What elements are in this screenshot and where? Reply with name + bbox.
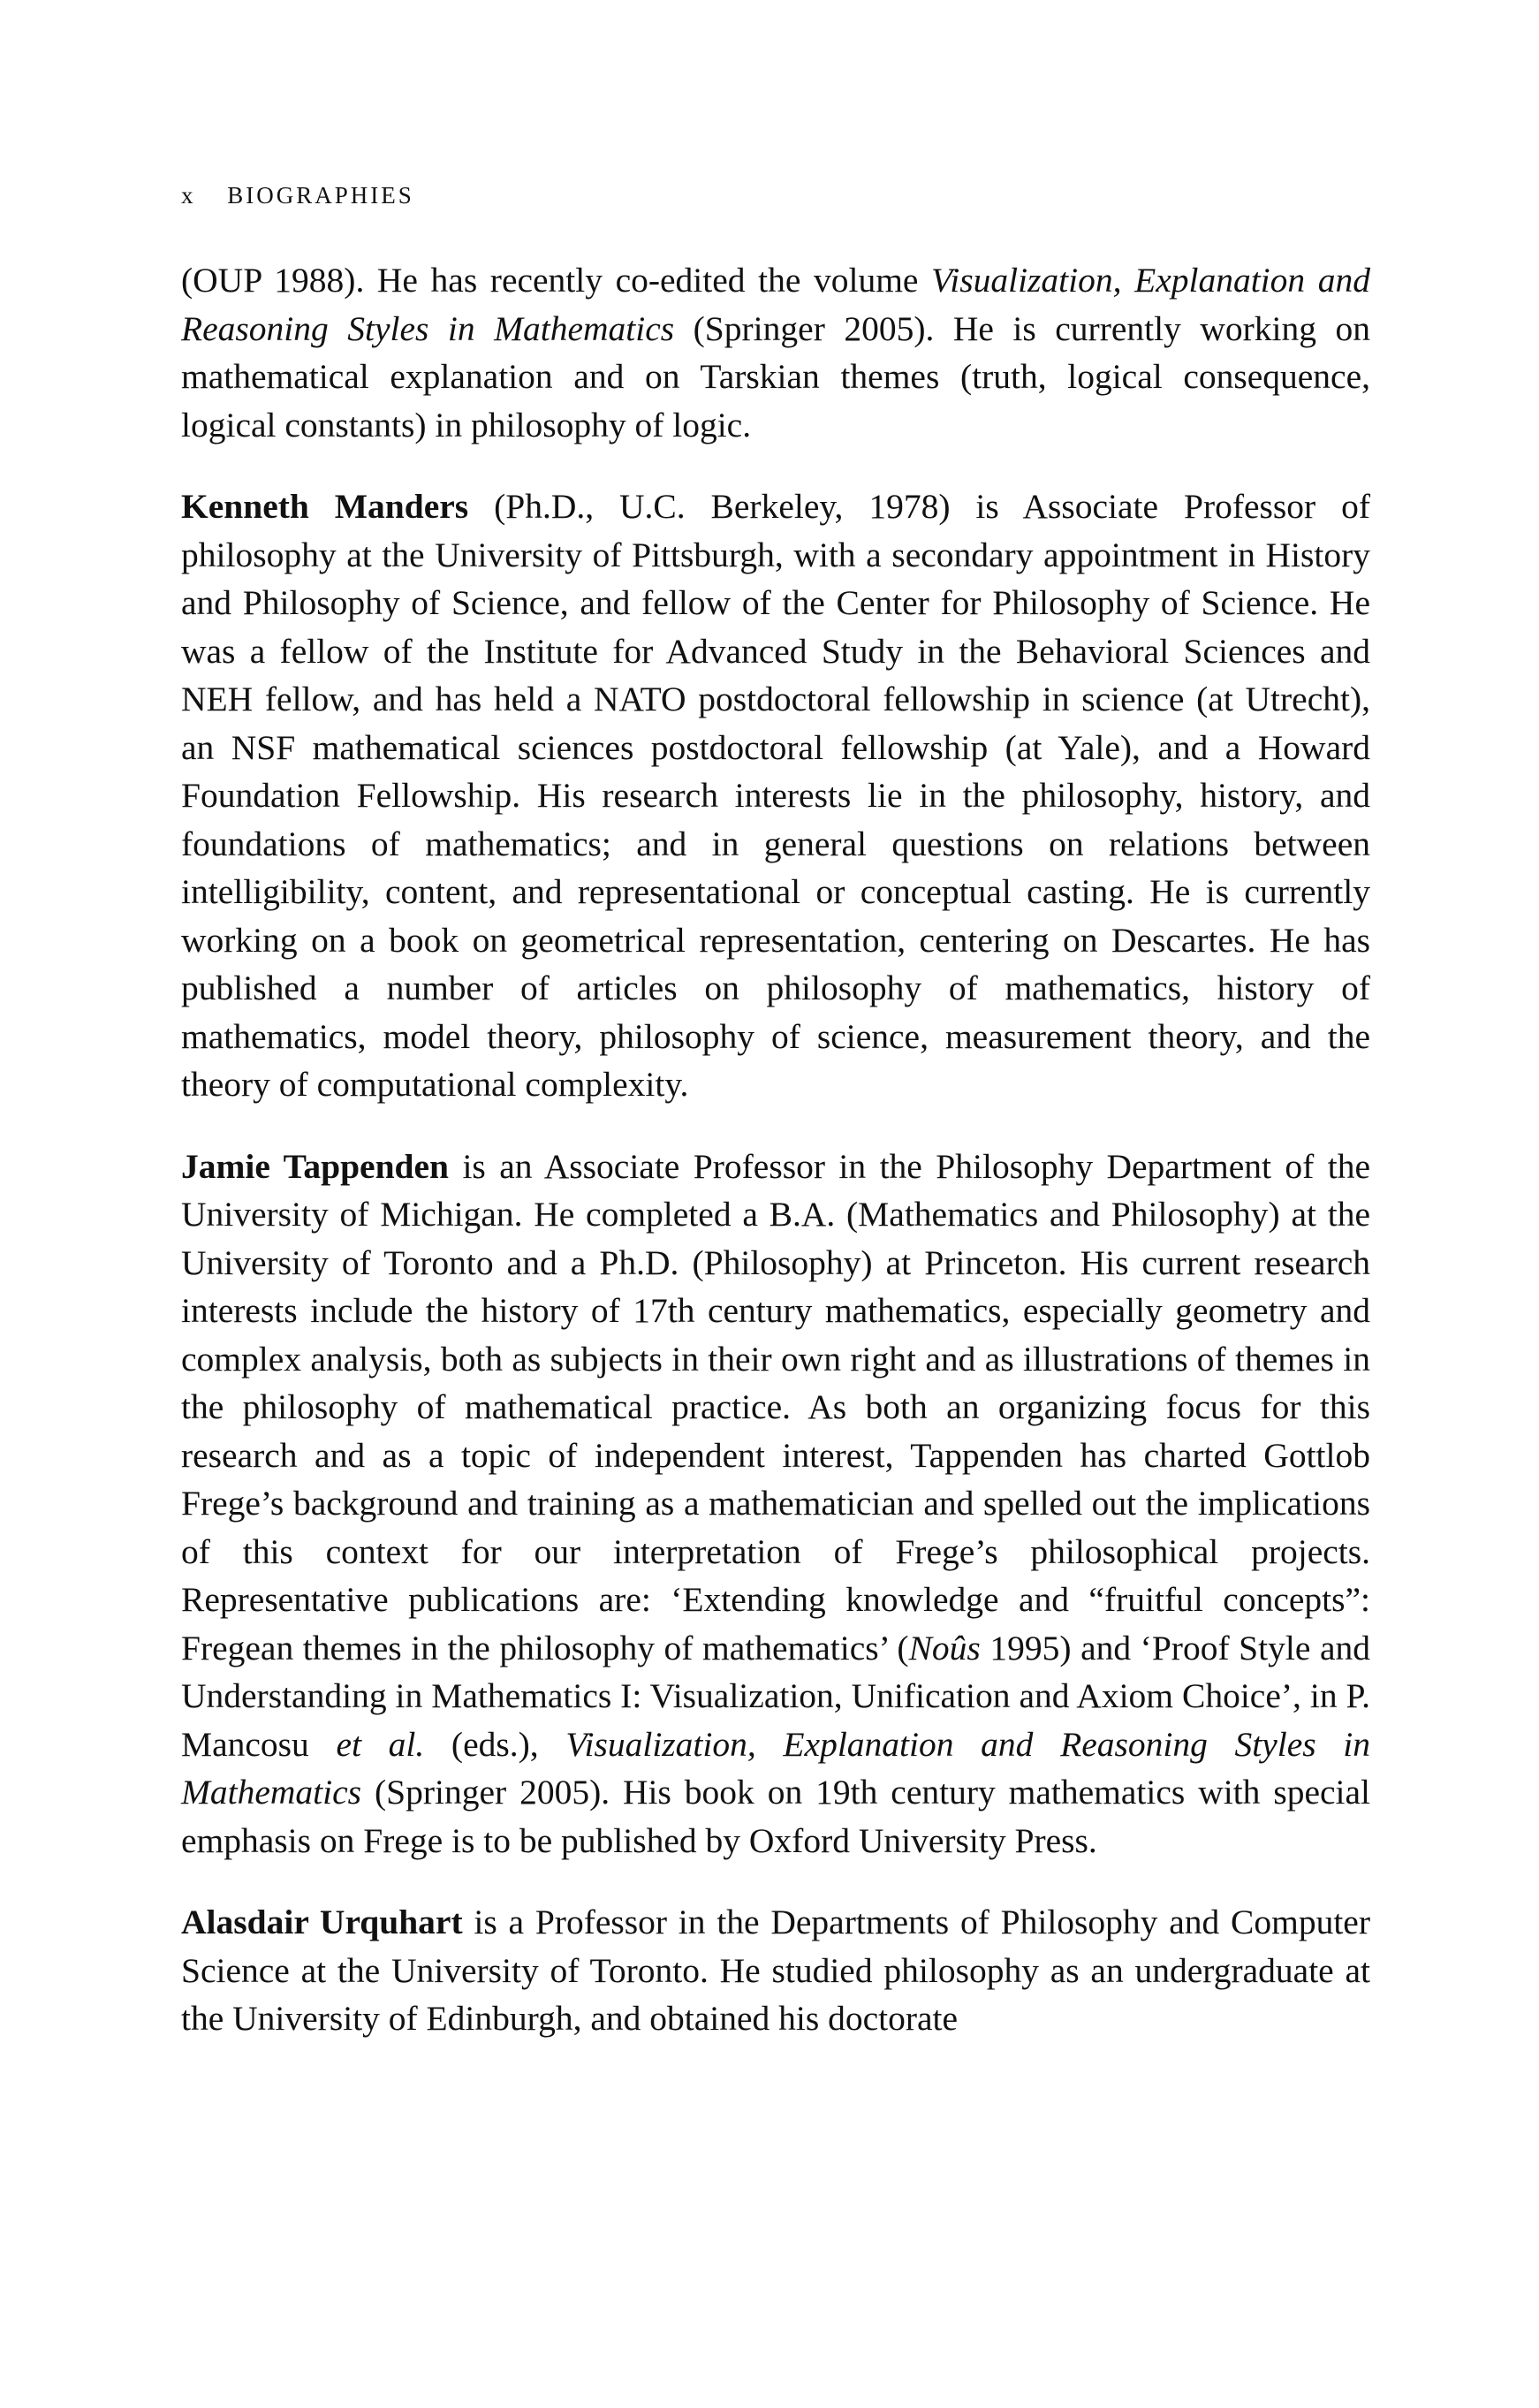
biography-paragraph bbox=[181, 482, 1370, 1109]
body-text bbox=[181, 256, 1370, 2043]
text-run: (Ph.D., U.C. Berkeley, 1978) is Associate Professor of philosophy at the University of Pittsburgh, with a secondary appointment in History and Philosophy of Science, and fellow of the Center for Philosophy of Science. He was a fellow of the Institute for Advanced Study in the Behavioral Sciences and NEH fellow, and has held a NATO postdoctoral fellowship in science (at Utrecht), an NSF mathematical sciences postdoctoral fellowship (at Yale), and a Howard Foundation Fellowship. His research interests lie in the philosophy, history, and foundations of mathematics; and in general questions on relations between intelligibility, content, and representational or conceptual casting. He is currently working on a book on geometrical representation, centering on Descartes. He has published a number of articles on philosophy of mathematics, history of mathematics, model theory, philosophy of science, measurement theory, and the theory of computational complexity. bbox=[181, 487, 1370, 1104]
biography-paragraph bbox=[181, 1898, 1370, 2043]
book-title: Visualization, Explanation and Reasoning Styles in Mathematics bbox=[181, 1724, 1371, 1812]
text-run: (Springer 2005). He is currently working on mathematical explanation and on Tarskian themes (truth, logical consequence, logical constants) in philosophy of logic. bbox=[181, 308, 1370, 444]
biography-paragraph bbox=[181, 1143, 1370, 1865]
person-name: Jamie Tappenden bbox=[181, 1146, 450, 1186]
journal-title: Noûs bbox=[908, 1628, 981, 1667]
person-name: Kenneth Manders bbox=[181, 487, 469, 526]
book-title: Visualization, Explanation and Reasoning Styles in Mathematics bbox=[181, 261, 1370, 348]
person-name: Alasdair Urquhart bbox=[181, 1903, 463, 1941]
text-run: (eds.), bbox=[424, 1724, 566, 1764]
running-head bbox=[181, 182, 414, 209]
text-run: 1995) and ‘Proof Style and Understanding in Mathematics I: Visualization, Unification and Axiom Choice’, in P. Mancosu bbox=[181, 1628, 1370, 1764]
text-run: is a Professor in the Departments of Philosophy and Computer Science at the University of Toronto. He studied philosophy as an undergraduate at the University of Edinburgh, and obtained his doctorate bbox=[181, 1903, 1370, 2038]
text-run: is an Associate Professor in the Philosophy Department of the University of Michigan. He completed a B.A. (Mathematics and Philosophy) at the University of Toronto and a Ph.D. (Philosophy) at Princeton. His current research interests include the history of 17th century mathematics, especially geometry and complex analysis, both as subjects in their own right and as illustrations of themes in the philosophy of mathematical practice. As both an organizing focus for this research and as a topic of independent interest, Tappenden has charted Gottlob Frege’s background and training as a mathematician and spelled out the implications of this context for our interpretation of Frege’s philosophical projects. Representative publications are: ‘Extending knowledge and “fruitful concepts”: Fregean themes in the philosophy of mathematics’ ( bbox=[181, 1146, 1370, 1667]
citation-abbreviation: et al. bbox=[336, 1724, 425, 1764]
text-run: (OUP 1988). He has recently co-edited the volume bbox=[181, 261, 932, 300]
section-title: BIOGRAPHIES bbox=[227, 182, 414, 209]
biography-paragraph bbox=[181, 256, 1370, 449]
page-number: x bbox=[181, 182, 196, 209]
text-run: (Springer 2005). His book on 19th century mathematics with special emphasis on Frege is to be published by Oxford University Press. bbox=[181, 1773, 1370, 1860]
